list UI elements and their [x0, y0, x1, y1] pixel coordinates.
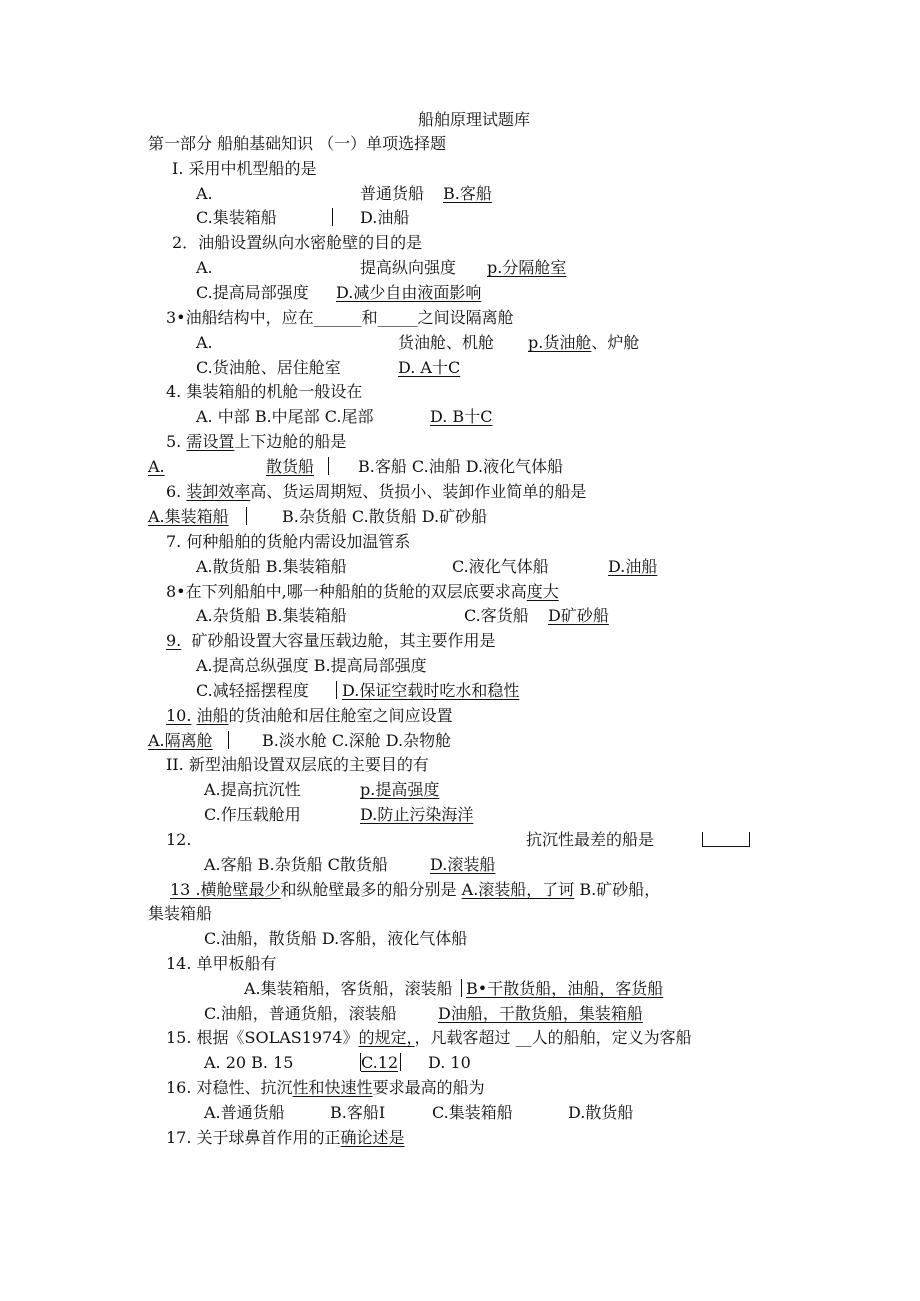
- q1-option-b: B.客船: [443, 184, 492, 203]
- question-12-stem: 抗沉性最差的船是: [526, 830, 655, 849]
- q3-option-a-text: 货油舱、机舱: [398, 333, 495, 352]
- q3-stem-a: 3•油船结构中，应在: [166, 308, 314, 327]
- section-heading: 第一部分 船舶基础知识 （一）单项选择题: [148, 134, 447, 153]
- q3-blank-1: ______: [313, 308, 362, 327]
- q8-option-d: D矿砂船: [548, 606, 609, 625]
- q6-stem-text: 高、货运周期短、货损小、装卸作业简单的船是: [250, 482, 587, 501]
- q9-stem-text: 矿砂船设置大容量压载边舱，其主要作用是: [191, 631, 496, 650]
- q13-option-b: B.矿砂船，: [579, 880, 661, 899]
- q3-option-d: D. A十C: [398, 358, 461, 377]
- q13-stem-underlined: 13 .横舱壁最少: [170, 880, 281, 899]
- question-15-stem: [166, 1028, 692, 1048]
- question-5-stem: [166, 432, 346, 452]
- question-8-stem: [166, 582, 559, 602]
- q1-option-c: C.集装箱船: [196, 208, 277, 227]
- q14-option-b: B•干散货船，油船，客货船: [466, 979, 664, 998]
- q13-stem-text: 和纵舱壁最多的船分别是: [280, 880, 457, 899]
- q7-option-d: D.油船: [608, 557, 658, 576]
- q2-option-c: C.提高局部强度: [196, 283, 309, 302]
- q13-continuation: 集装箱船: [148, 904, 213, 923]
- q16-stem-b: 要求最高的船为: [372, 1078, 485, 1097]
- q9-option-c: C.减轻摇摆程度: [196, 681, 309, 700]
- q8-option-c: C.客货船: [464, 606, 529, 625]
- question-11-stem: II. 新型油船设置双层底的主要目的有: [166, 755, 429, 774]
- q15-stem-b: ，凡载客超过: [414, 1028, 511, 1047]
- q8-options-ab: A.杂货船 B.集装箱船: [196, 606, 347, 625]
- q15-options-ab: A. 20 B. 15: [204, 1053, 294, 1072]
- q8-stem-underlined: 度大: [526, 582, 559, 601]
- q5-num: 5.: [166, 432, 182, 451]
- q12-option-d: D.滚装船: [430, 855, 496, 874]
- q3-stem-b: 和: [361, 308, 378, 327]
- q5-bar: [328, 457, 329, 477]
- q4-options: A. 中部 B.中尾部 C.尾部: [196, 407, 374, 426]
- q16-option-a: A.普通货船: [204, 1103, 285, 1122]
- q15-stem-c: 人的船舶，定义为客船: [531, 1028, 692, 1047]
- q3-stem-c: 之间设隔离舱: [417, 308, 514, 327]
- question-7-stem: 7. 何种船舶的货舱内需设加温管系: [166, 532, 411, 551]
- question-2-stem: 2．油船设置纵向水密舱壁的目的是: [172, 233, 423, 252]
- q15-option-c: [360, 1053, 401, 1073]
- q2-option-d: D.减少自由液面影响: [336, 283, 482, 302]
- q17-stem-underlined: 确论述是: [340, 1128, 405, 1147]
- q2-option-a-label: A.: [196, 258, 213, 277]
- question-4-stem: 4. 集装箱船的机舱一般设在: [166, 382, 363, 401]
- q15-blank: __: [515, 1028, 532, 1047]
- q4-option-d: D. B十C: [430, 407, 493, 426]
- q6-options-rest: B.杂货船 C.散货船 D.矿砂船: [282, 507, 488, 526]
- q16-option-b: B.客船I: [330, 1103, 386, 1122]
- q16-stem-underlined: 性和快速性: [292, 1078, 373, 1097]
- q2-option-a-text: 提高纵向强度: [360, 258, 457, 277]
- q7-option-c: C.液化气体船: [452, 557, 549, 576]
- q10-bar: [228, 731, 229, 751]
- question-3-stem: [166, 308, 514, 328]
- q3-option-a-label: A.: [196, 333, 213, 352]
- q13-option-a: A.滚装船，了诃: [461, 880, 575, 899]
- q16-option-c: C.集装箱船: [432, 1103, 513, 1122]
- question-10-stem: [166, 706, 453, 726]
- q9-options-ab: A.提高总纵强度 B.提高局部强度: [196, 656, 427, 675]
- question-14-stem: 14. 单甲板船有: [166, 954, 277, 973]
- q16-option-d: D.散货船: [568, 1103, 634, 1122]
- q9-num: 9.: [166, 631, 182, 650]
- q3-option-b: [528, 333, 639, 353]
- q11-option-c: C.作压载舱用: [204, 805, 301, 824]
- q10-stem-text: 的货油舱和居住舱室之间应设置: [228, 706, 453, 725]
- q1-bar: [332, 208, 333, 228]
- q14-option-c: C.油船，普通货船，滚装船: [204, 1004, 397, 1023]
- q3-option-c: C.货油舱、居住舱室: [196, 358, 341, 377]
- q14-option-a: A.集装箱船，客货船，滚装船: [244, 979, 453, 998]
- q3-option-b-tail: 、炉舱: [591, 333, 640, 352]
- question-13-stem: [170, 880, 660, 900]
- q6-stem-underlined: 装卸效率: [186, 482, 251, 501]
- q5-stem-text: 上下边舱的船是: [234, 432, 347, 451]
- question-9-stem: [166, 631, 495, 651]
- q11-option-b: p.提高强度: [360, 780, 440, 799]
- q3-option-b-main: p.货油舱: [528, 333, 592, 352]
- q14-option-d: D油船，干散货船，集装箱船: [438, 1004, 643, 1023]
- q12-num: 12.: [166, 830, 192, 849]
- q5-option-a-text: 散货船: [266, 457, 315, 476]
- q15-option-d: D. 10: [428, 1053, 471, 1072]
- q14-bar: [461, 979, 462, 999]
- q1-option-d: D.油船: [360, 208, 410, 227]
- q10-options-rest: B.淡水舱 C.深舱 D.杂物舱: [262, 731, 452, 750]
- q6-bar: [246, 507, 247, 527]
- q15-stem-underlined: 的规定，: [358, 1028, 415, 1047]
- q3-blank-2: _____: [377, 308, 418, 327]
- q10-option-a: A.隔离舱: [148, 731, 213, 750]
- page-title: 船舶原理试题库: [418, 110, 531, 129]
- q6-num: 6.: [166, 482, 182, 501]
- q12-options: A.客船 B.杂货船 C散货船: [204, 855, 388, 874]
- q15-stem-a: 15. 根据《SOLAS1974》: [166, 1028, 359, 1047]
- q1-option-a-text: 普通货船: [360, 184, 425, 203]
- q5-stem-underlined: 需设置: [186, 432, 235, 451]
- question-17-stem: [166, 1128, 405, 1148]
- q17-stem-a: 17. 关于球鼻首作用的正: [166, 1128, 341, 1147]
- question-1-stem: I. 采用中机型船的是: [172, 159, 317, 178]
- q9-option-d: D.保证空载时吃水和稳性: [342, 681, 520, 700]
- q2-option-b: p.分隔舱室: [487, 258, 567, 277]
- q6-option-a: A.集装箱船: [148, 507, 229, 526]
- q11-option-d: D.防止污染海洋: [360, 805, 474, 824]
- q11-option-a: A.提高抗沉性: [204, 780, 301, 799]
- question-16-stem: [166, 1078, 485, 1098]
- q7-options-ab: A.散货船 B.集装箱船: [196, 557, 347, 576]
- q9-bar: [336, 681, 337, 701]
- q5-options-rest: B.客船 C.油船 D.液化气体船: [358, 457, 564, 476]
- q16-stem-a: 16. 对稳性、抗沉: [166, 1078, 293, 1097]
- q10-num: 10.: [166, 706, 192, 725]
- q12-answer-box: [702, 830, 750, 850]
- q15-option-c-text: C.12: [361, 1053, 399, 1072]
- q13-options-cd: C.油船，散货船 D.客船，液化气体船: [204, 929, 468, 948]
- q5-option-a-label: A.: [148, 457, 165, 476]
- q8-stem-text: 8•在下列船舶中,哪一种船舶的货舱的双层底要求高: [166, 582, 527, 601]
- question-6-stem: [166, 482, 586, 502]
- q10-stem-underlined: 油船: [196, 706, 229, 725]
- q1-option-a-label: A.: [196, 184, 213, 203]
